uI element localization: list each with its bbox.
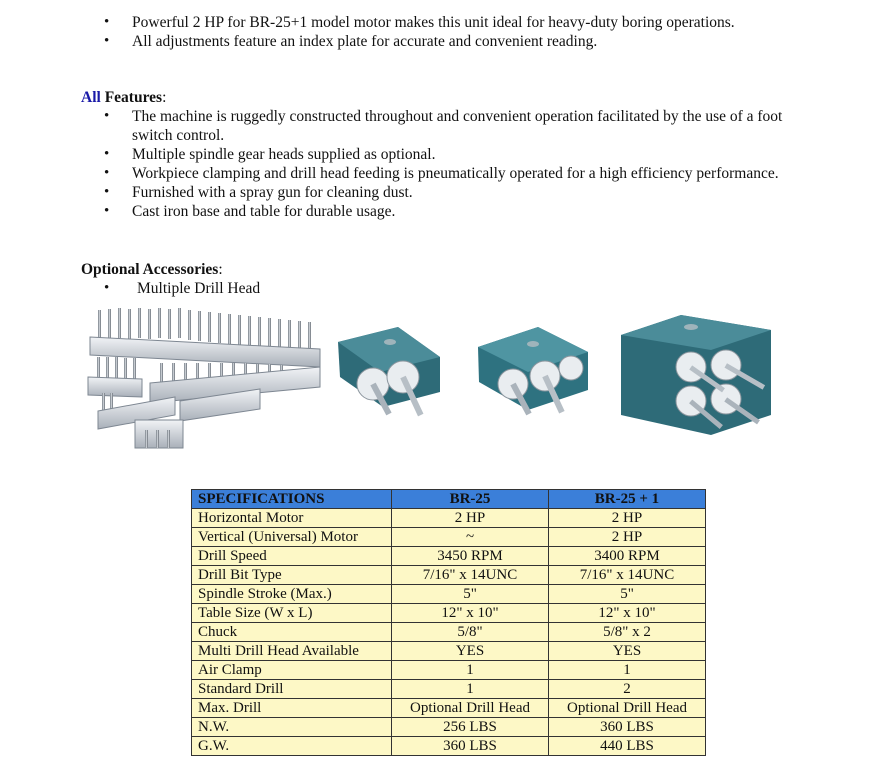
table-cell: Air Clamp — [192, 661, 392, 680]
table-cell: 1 — [392, 680, 549, 699]
table-cell: Standard Drill — [192, 680, 392, 699]
table-cell: ~ — [392, 528, 549, 547]
table-row — [192, 547, 706, 566]
bullet-icon: • — [104, 165, 110, 181]
bullet-icon: • — [104, 33, 110, 49]
table-cell: 1 — [549, 661, 706, 680]
bullet-icon: • — [104, 108, 110, 124]
table-cell: 12" x 10" — [392, 604, 549, 623]
table-row — [192, 737, 706, 756]
table-cell: 2 — [549, 680, 706, 699]
table-cell: 5" — [549, 585, 706, 604]
table-row — [192, 566, 706, 585]
bullet-icon: • — [104, 203, 110, 219]
table-cell: Vertical (Universal) Motor — [192, 528, 392, 547]
table-cell: 3400 RPM — [549, 547, 706, 566]
specifications-table — [191, 489, 706, 756]
table-cell: 256 LBS — [392, 718, 549, 737]
column-header: SPECIFICATIONS — [192, 490, 392, 509]
table-cell: Drill Speed — [192, 547, 392, 566]
list-item: • Cast iron base and table for durable usage. — [104, 203, 396, 220]
table-cell: 2 HP — [549, 509, 706, 528]
table-row — [192, 661, 706, 680]
features-heading: All Features: — [81, 89, 167, 106]
list-item: • Powerful 2 HP for BR-25+1 model motor makes this unit ideal for heavy-duty boring operations. — [104, 14, 735, 31]
table-header-row — [192, 490, 706, 509]
list-item: • The machine is ruggedly constructed throughout and convenient operation facilitated by the use of a foot switch control. — [104, 108, 783, 144]
table-cell: Drill Bit Type — [192, 566, 392, 585]
table-cell: 5/8" x 2 — [549, 623, 706, 642]
table-cell: G.W. — [192, 737, 392, 756]
table-row — [192, 604, 706, 623]
table-row — [192, 699, 706, 718]
table-row — [192, 509, 706, 528]
list-item: • Multiple Drill Head — [104, 280, 261, 297]
table-cell: 2 HP — [392, 509, 549, 528]
two-spindle-head-alt-image — [473, 322, 608, 422]
table-cell: 5/8" — [392, 623, 549, 642]
table-cell: YES — [549, 642, 706, 661]
table-row — [192, 623, 706, 642]
list-item: • Furnished with a spray gun for cleaning dust. — [104, 184, 413, 201]
table-cell: 2 HP — [549, 528, 706, 547]
drill-head-photos — [78, 300, 778, 460]
table-row — [192, 585, 706, 604]
two-spindle-head-image — [328, 322, 463, 422]
table-row — [192, 528, 706, 547]
list-item: • Multiple spindle gear heads supplied as optional. — [104, 146, 436, 163]
table-cell: 7/16" x 14UNC — [549, 566, 706, 585]
top-bullet-list — [0, 13, 792, 51]
table-cell: Chuck — [192, 623, 392, 642]
list-item: • All adjustments feature an index plate for accurate and convenient reading. — [104, 33, 598, 50]
table-cell: 7/16" x 14UNC — [392, 566, 549, 585]
bullet-icon: • — [104, 184, 110, 200]
accessories-heading: Optional Accessories: — [81, 261, 223, 278]
table-cell: Optional Drill Head — [549, 699, 706, 718]
table-cell: Table Size (W x L) — [192, 604, 392, 623]
bullet-icon: • — [104, 280, 110, 296]
list-item: • Workpiece clamping and drill head feeding is pneumatically operated for a high efficiency performance. — [104, 165, 779, 182]
table-cell: 360 LBS — [549, 718, 706, 737]
column-header: BR-25 — [392, 490, 549, 509]
features-list — [0, 107, 792, 221]
table-cell: 440 LBS — [549, 737, 706, 756]
table-cell: 12" x 10" — [549, 604, 706, 623]
accessories-list — [0, 279, 797, 298]
gang-drill-heads-image — [80, 305, 325, 450]
table-cell: Multi Drill Head Available — [192, 642, 392, 661]
table-row — [192, 680, 706, 699]
table-cell: Spindle Stroke (Max.) — [192, 585, 392, 604]
table-cell: 1 — [392, 661, 549, 680]
table-row — [192, 718, 706, 737]
table-cell: Max. Drill — [192, 699, 392, 718]
bullet-icon: • — [104, 146, 110, 162]
table-cell: 360 LBS — [392, 737, 549, 756]
table-row — [192, 642, 706, 661]
four-spindle-head-image — [616, 315, 776, 440]
table-cell: 3450 RPM — [392, 547, 549, 566]
table-cell: N.W. — [192, 718, 392, 737]
table-cell: YES — [392, 642, 549, 661]
table-cell: Horizontal Motor — [192, 509, 392, 528]
column-header: BR-25 + 1 — [549, 490, 706, 509]
table-cell: Optional Drill Head — [392, 699, 549, 718]
table-cell: 5" — [392, 585, 549, 604]
bullet-icon: • — [104, 14, 110, 30]
